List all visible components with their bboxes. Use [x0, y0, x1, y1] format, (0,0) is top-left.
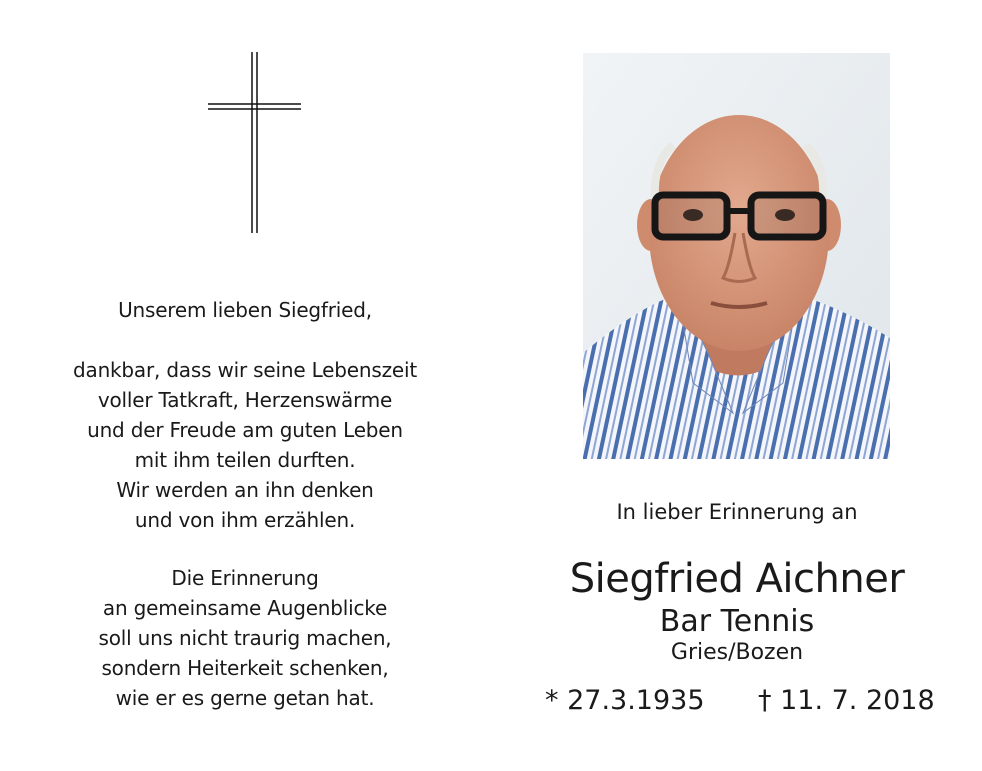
verse-line: mit ihm teilen durften. — [134, 448, 356, 472]
greeting: Unserem lieben Siegfried, — [118, 298, 372, 322]
verse-erinnerung — [40, 563, 450, 713]
verse-line: wie er es gerne getan hat. — [115, 686, 375, 710]
business-name: Bar Tennis — [659, 604, 815, 639]
verse-line: sondern Heiterkeit schenken, — [101, 656, 389, 680]
verse-line: voller Tatkraft, Herzenswärme — [97, 388, 393, 412]
verse-line: an gemeinsame Augenblicke — [102, 596, 388, 620]
death-date: † 11. 7. 2018 — [758, 685, 935, 716]
portrait-photo — [583, 53, 890, 459]
verse-line: soll uns nicht traurig machen, — [98, 626, 392, 650]
place-name: Gries/Bozen — [670, 640, 804, 665]
verse-line: dankbar, dass wir seine Lebenszeit — [73, 358, 417, 382]
verse-line: Die Erinnerung — [171, 566, 319, 590]
verse-line: Wir werden an ihn denken — [116, 478, 374, 502]
cross-icon — [205, 50, 305, 235]
verse-dankbar — [40, 355, 450, 535]
deceased-name: Siegfried Aichner — [569, 556, 905, 602]
verse-line: und von ihm erzählen. — [134, 508, 356, 532]
memorial-intro: In lieber Erinnerung an — [616, 500, 858, 524]
birth-date: * 27.3.1935 — [545, 685, 705, 716]
verse-line: und der Freude am guten Leben — [87, 418, 403, 442]
